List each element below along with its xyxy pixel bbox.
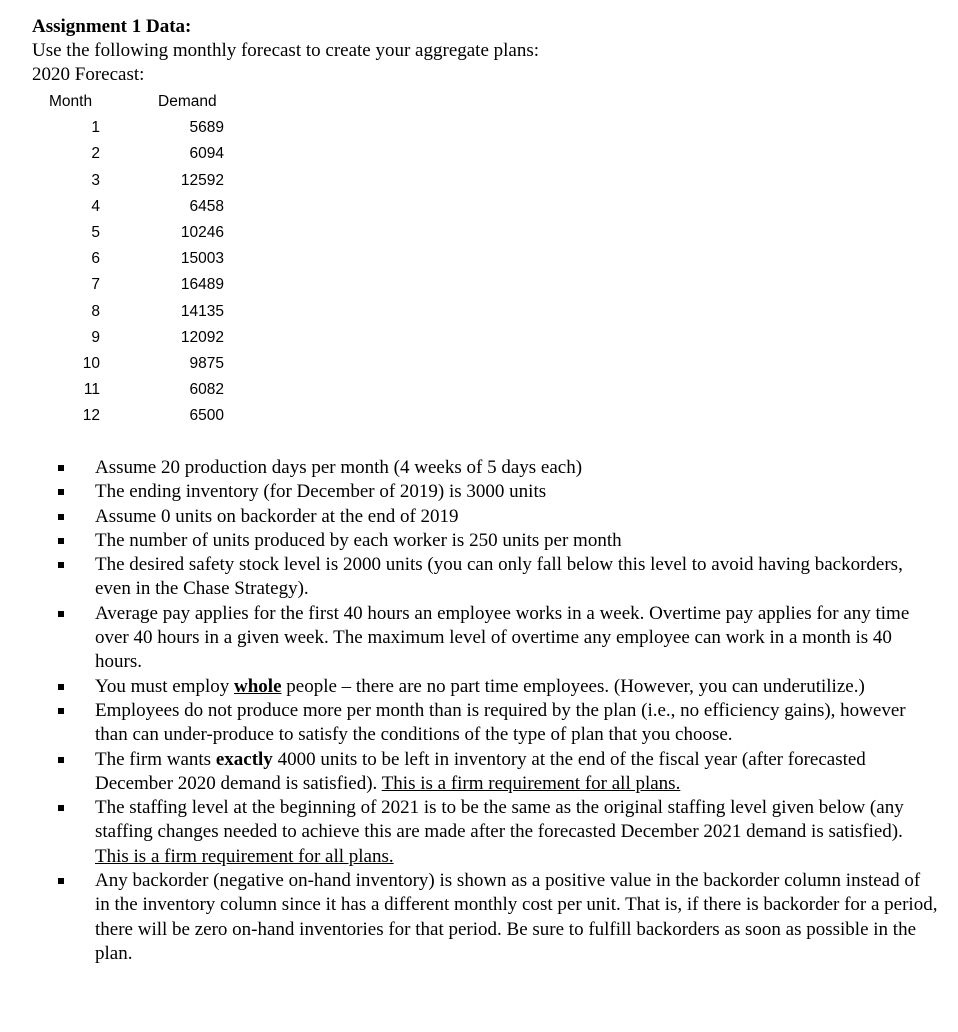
list-item-text: The ending inventory (for December of 2019) is 3000 units	[95, 481, 547, 503]
table-row	[40, 378, 240, 404]
list-item-text: people – there are no part time employees. (However, you can underutilize.)	[281, 675, 865, 697]
demand-cell: 10246	[180, 223, 224, 241]
firm-requirement-note: This is a firm requirement for all plans.	[381, 772, 681, 794]
list-item-text: The desired safety stock level is 2000 units (you can only fall below this level to avoid having backorders, even in the Chase Strategy).	[95, 554, 903, 600]
list-item	[58, 529, 938, 553]
month-cell: 3	[91, 171, 100, 189]
table-row	[40, 247, 240, 273]
month-cell: 4	[91, 197, 100, 215]
demand-cell: 6082	[189, 381, 224, 399]
month-column-header: Month	[49, 93, 93, 110]
list-item	[58, 869, 938, 966]
firm-requirement-note: This is a firm requirement for all plans.	[95, 845, 394, 867]
demand-cell: 6458	[189, 197, 224, 215]
square-bullet-icon	[58, 805, 64, 811]
month-cell: 5	[91, 223, 100, 241]
forecast-table	[40, 90, 240, 430]
list-item	[58, 553, 938, 602]
demand-cell: 6500	[189, 407, 224, 425]
square-bullet-icon	[58, 562, 64, 568]
table-header	[40, 90, 240, 116]
table-row	[40, 352, 240, 378]
demand-cell: 15003	[180, 250, 224, 268]
list-item	[58, 699, 938, 748]
forecast-label: 2020 Forecast:	[32, 64, 145, 85]
table-row	[40, 116, 240, 142]
intro-text: Use the following monthly forecast to create your aggregate plans:	[32, 40, 540, 61]
demand-cell: 12092	[180, 328, 224, 346]
list-item	[58, 480, 938, 504]
table-row	[40, 169, 240, 195]
square-bullet-icon	[58, 878, 64, 884]
list-item	[58, 748, 938, 797]
emphasis-exactly: exactly	[215, 748, 273, 770]
month-cell: 6	[91, 250, 100, 268]
emphasis-whole: whole	[234, 675, 282, 697]
square-bullet-icon	[58, 708, 64, 714]
square-bullet-icon	[58, 465, 64, 471]
list-item	[58, 505, 938, 529]
table-row	[40, 142, 240, 168]
list-item	[58, 675, 938, 699]
assignment-heading: Assignment 1 Data:	[32, 16, 192, 37]
square-bullet-icon	[58, 538, 64, 544]
list-item-text: Assume 0 units on backorder at the end of 2019	[95, 505, 459, 527]
month-cell: 12	[82, 407, 100, 425]
list-item	[58, 456, 938, 480]
demand-cell: 9875	[189, 354, 224, 372]
assumptions-list	[58, 456, 938, 966]
demand-cell: 12592	[180, 171, 224, 189]
list-item-text: The firm wants	[95, 748, 216, 770]
table-row	[40, 273, 240, 299]
demand-cell: 5689	[189, 119, 224, 137]
list-item	[58, 602, 938, 675]
demand-column-header: Demand	[158, 93, 217, 110]
month-cell: 10	[82, 354, 100, 372]
list-item-text: The number of units produced by each worker is 250 units per month	[95, 529, 622, 551]
demand-cell: 6094	[189, 145, 224, 163]
table-row	[40, 326, 240, 352]
demand-cell: 14135	[180, 302, 224, 320]
square-bullet-icon	[58, 489, 64, 495]
list-item-text: Employees do not produce more per month than is required by the plan (i.e., no efficiency gains), however than can under-produce to satisfy the conditions of the type of plan that you choose.	[95, 699, 906, 746]
list-item-text: 4000 units to be left in inventory at the end of the fiscal year (after forecasted December 2020 demand is satisfied).	[95, 748, 866, 794]
list-item-text: Assume 20 production days per month (4 weeks of 5 days each)	[95, 457, 583, 478]
month-cell: 9	[91, 328, 100, 346]
list-item-text: You must employ	[95, 675, 235, 697]
table-row	[40, 404, 240, 430]
list-item	[58, 796, 938, 869]
square-bullet-icon	[58, 514, 64, 520]
square-bullet-icon	[58, 757, 64, 763]
table-row	[40, 221, 240, 247]
month-cell: 11	[83, 381, 100, 399]
list-item-text: The staffing level at the beginning of 2021 is to be the same as the original staffing level given below (any staffing changes needed to achieve this are made after the forecasted December 2021 demand is satisfied).	[95, 797, 913, 843]
list-item-text: Any backorder (negative on-hand inventory) is shown as a positive value in the backorder column instead of in the inventory column since it has a different monthly cost per unit. That is, if there is backorder for a period, there will be zero on-hand inventories for that period. Be sure to fulfill backorders as soon as possible in the plan.	[95, 870, 938, 964]
demand-cell: 16489	[180, 276, 224, 294]
list-item-text: Average pay applies for the first 40 hours an employee works in a week. Overtime pay applies for any time over 40 hours in a given week. The maximum level of overtime any employee can work in a month is 40 hours.	[95, 602, 910, 673]
month-cell: 2	[91, 145, 100, 163]
month-cell: 1	[91, 119, 100, 137]
month-cell: 8	[91, 302, 100, 320]
square-bullet-icon	[58, 611, 64, 617]
table-row	[40, 195, 240, 221]
square-bullet-icon	[58, 684, 64, 690]
table-row	[40, 300, 240, 326]
month-cell: 7	[91, 276, 100, 294]
